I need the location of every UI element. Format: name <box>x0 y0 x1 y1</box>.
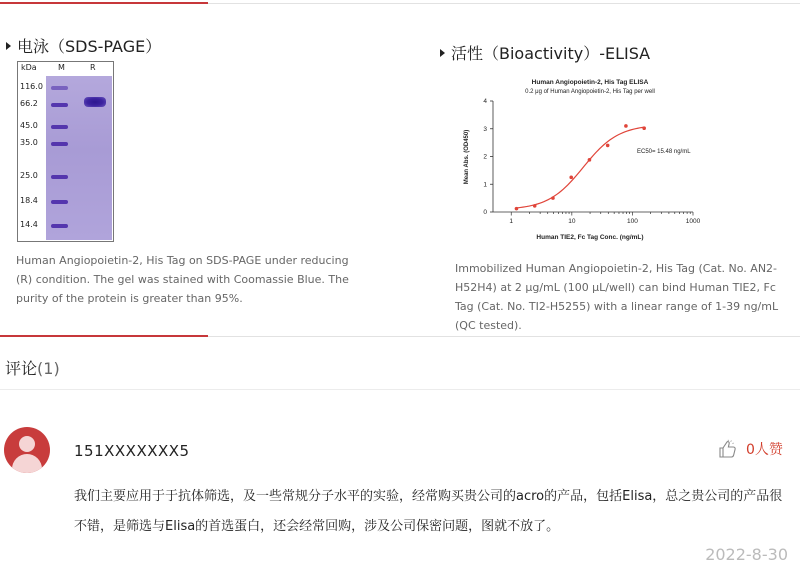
comment-username: 151XXXXXXX5 <box>74 442 190 460</box>
gel-reduced-header: R <box>90 63 96 72</box>
comments-title <box>5 356 60 379</box>
x-tick-label: 1000 <box>685 218 700 225</box>
data-point <box>624 124 628 128</box>
marker-band <box>51 175 68 179</box>
data-point <box>551 196 555 200</box>
marker-band <box>51 103 68 107</box>
divider-accent <box>0 335 208 337</box>
divider-accent <box>0 2 208 4</box>
x-tick-label: 100 <box>626 218 638 225</box>
marker-band <box>51 224 68 228</box>
data-point <box>569 176 573 180</box>
y-axis-label: Mean Abs. (OD450) <box>464 129 470 185</box>
data-point <box>606 144 610 148</box>
marker-label: 18.4 <box>20 196 38 205</box>
like-button[interactable] <box>718 438 783 460</box>
sds-page-title-text: 电泳（SDS-PAGE） <box>17 37 162 56</box>
elisa-chart <box>460 73 700 248</box>
marker-label: 66.2 <box>20 99 38 108</box>
comments-count: (1) <box>37 359 60 378</box>
x-axis-label: Human TIE2, Fc Tag Conc. (ng/mL) <box>536 234 644 241</box>
y-tick-label: 3 <box>483 125 487 133</box>
bullet-triangle-icon <box>6 42 11 50</box>
gel-kda-header: kDa <box>21 63 37 72</box>
marker-label: 14.4 <box>20 220 38 229</box>
user-avatar-icon <box>4 427 50 473</box>
data-points <box>515 124 646 210</box>
sample-band <box>84 97 106 107</box>
marker-band <box>51 86 68 90</box>
section-divider <box>0 336 800 337</box>
marker-label: 45.0 <box>20 121 38 130</box>
data-point <box>642 126 646 130</box>
avatar-shoulders <box>12 454 42 473</box>
data-point <box>588 158 592 162</box>
data-point <box>515 207 519 211</box>
y-tick-label: 0 <box>483 209 487 217</box>
chart-subtitle: 0.2 μg of Human Angiopoietin-2, His Tag per well <box>525 89 655 95</box>
chart-title: Human Angiopoietin-2, His Tag ELISA <box>531 79 649 86</box>
data-point <box>533 204 537 208</box>
elisa-title <box>440 41 650 64</box>
y-tick-label: 2 <box>483 153 487 161</box>
gel-marker-header: M <box>58 63 65 72</box>
marker-label: 116.0 <box>20 82 43 91</box>
x-tick-label: 1 <box>509 218 514 225</box>
elisa-title-text: 活性（Bioactivity）-ELISA <box>451 44 651 63</box>
sds-page-caption: Human Angiopoietin-2, His Tag on SDS-PAGE under reducing (R) condition. The gel was stained with Coomassie Blue. The purity of the protein is greater than 95%. <box>16 254 349 305</box>
marker-band <box>51 200 68 204</box>
top-divider <box>0 3 800 4</box>
bullet-triangle-icon <box>440 49 445 57</box>
x-ticks <box>509 212 700 225</box>
marker-label: 25.0 <box>20 171 38 180</box>
comments-title-text: 评论 <box>5 359 38 378</box>
marker-band <box>51 142 68 146</box>
y-tick-label: 4 <box>483 98 487 106</box>
marker-label: 35.0 <box>20 138 38 147</box>
y-tick-label: 1 <box>483 181 487 189</box>
y-ticks <box>483 98 493 216</box>
fit-curve <box>516 127 644 208</box>
comment-date: 2022-8-30 <box>705 545 788 564</box>
like-count[interactable]: 0人赞 <box>746 442 783 458</box>
avatar-head <box>19 436 35 452</box>
sds-page-title <box>6 34 161 57</box>
comments-divider <box>0 389 800 390</box>
comment-text: 我们主要应用于于抗体筛选，及一些常规分子水平的实验，经常购买贵公司的acro的产品，包括Elisa，总之贵公司的产品很不错，是筛选与Elisa的首选蛋白，还会经常回购，涉及公司保密问题，图就不放了。 <box>74 489 783 534</box>
sds-gel-image <box>17 61 114 242</box>
x-tick-label: 10 <box>568 218 576 225</box>
thumbs-up-icon[interactable] <box>718 439 738 459</box>
marker-band <box>51 125 68 129</box>
elisa-caption: Immobilized Human Angiopoietin-2, His Tag (Cat. No. AN2-H52H4) at 2 μg/mL (100 μL/well) can bind Human TIE2, Fc Tag (Cat. No. TI2-H5255) with a linear range of 1-39 ng/mL (QC tested). <box>455 262 779 332</box>
ec50-annotation: EC50= 15.48 ng/mL <box>637 149 691 155</box>
